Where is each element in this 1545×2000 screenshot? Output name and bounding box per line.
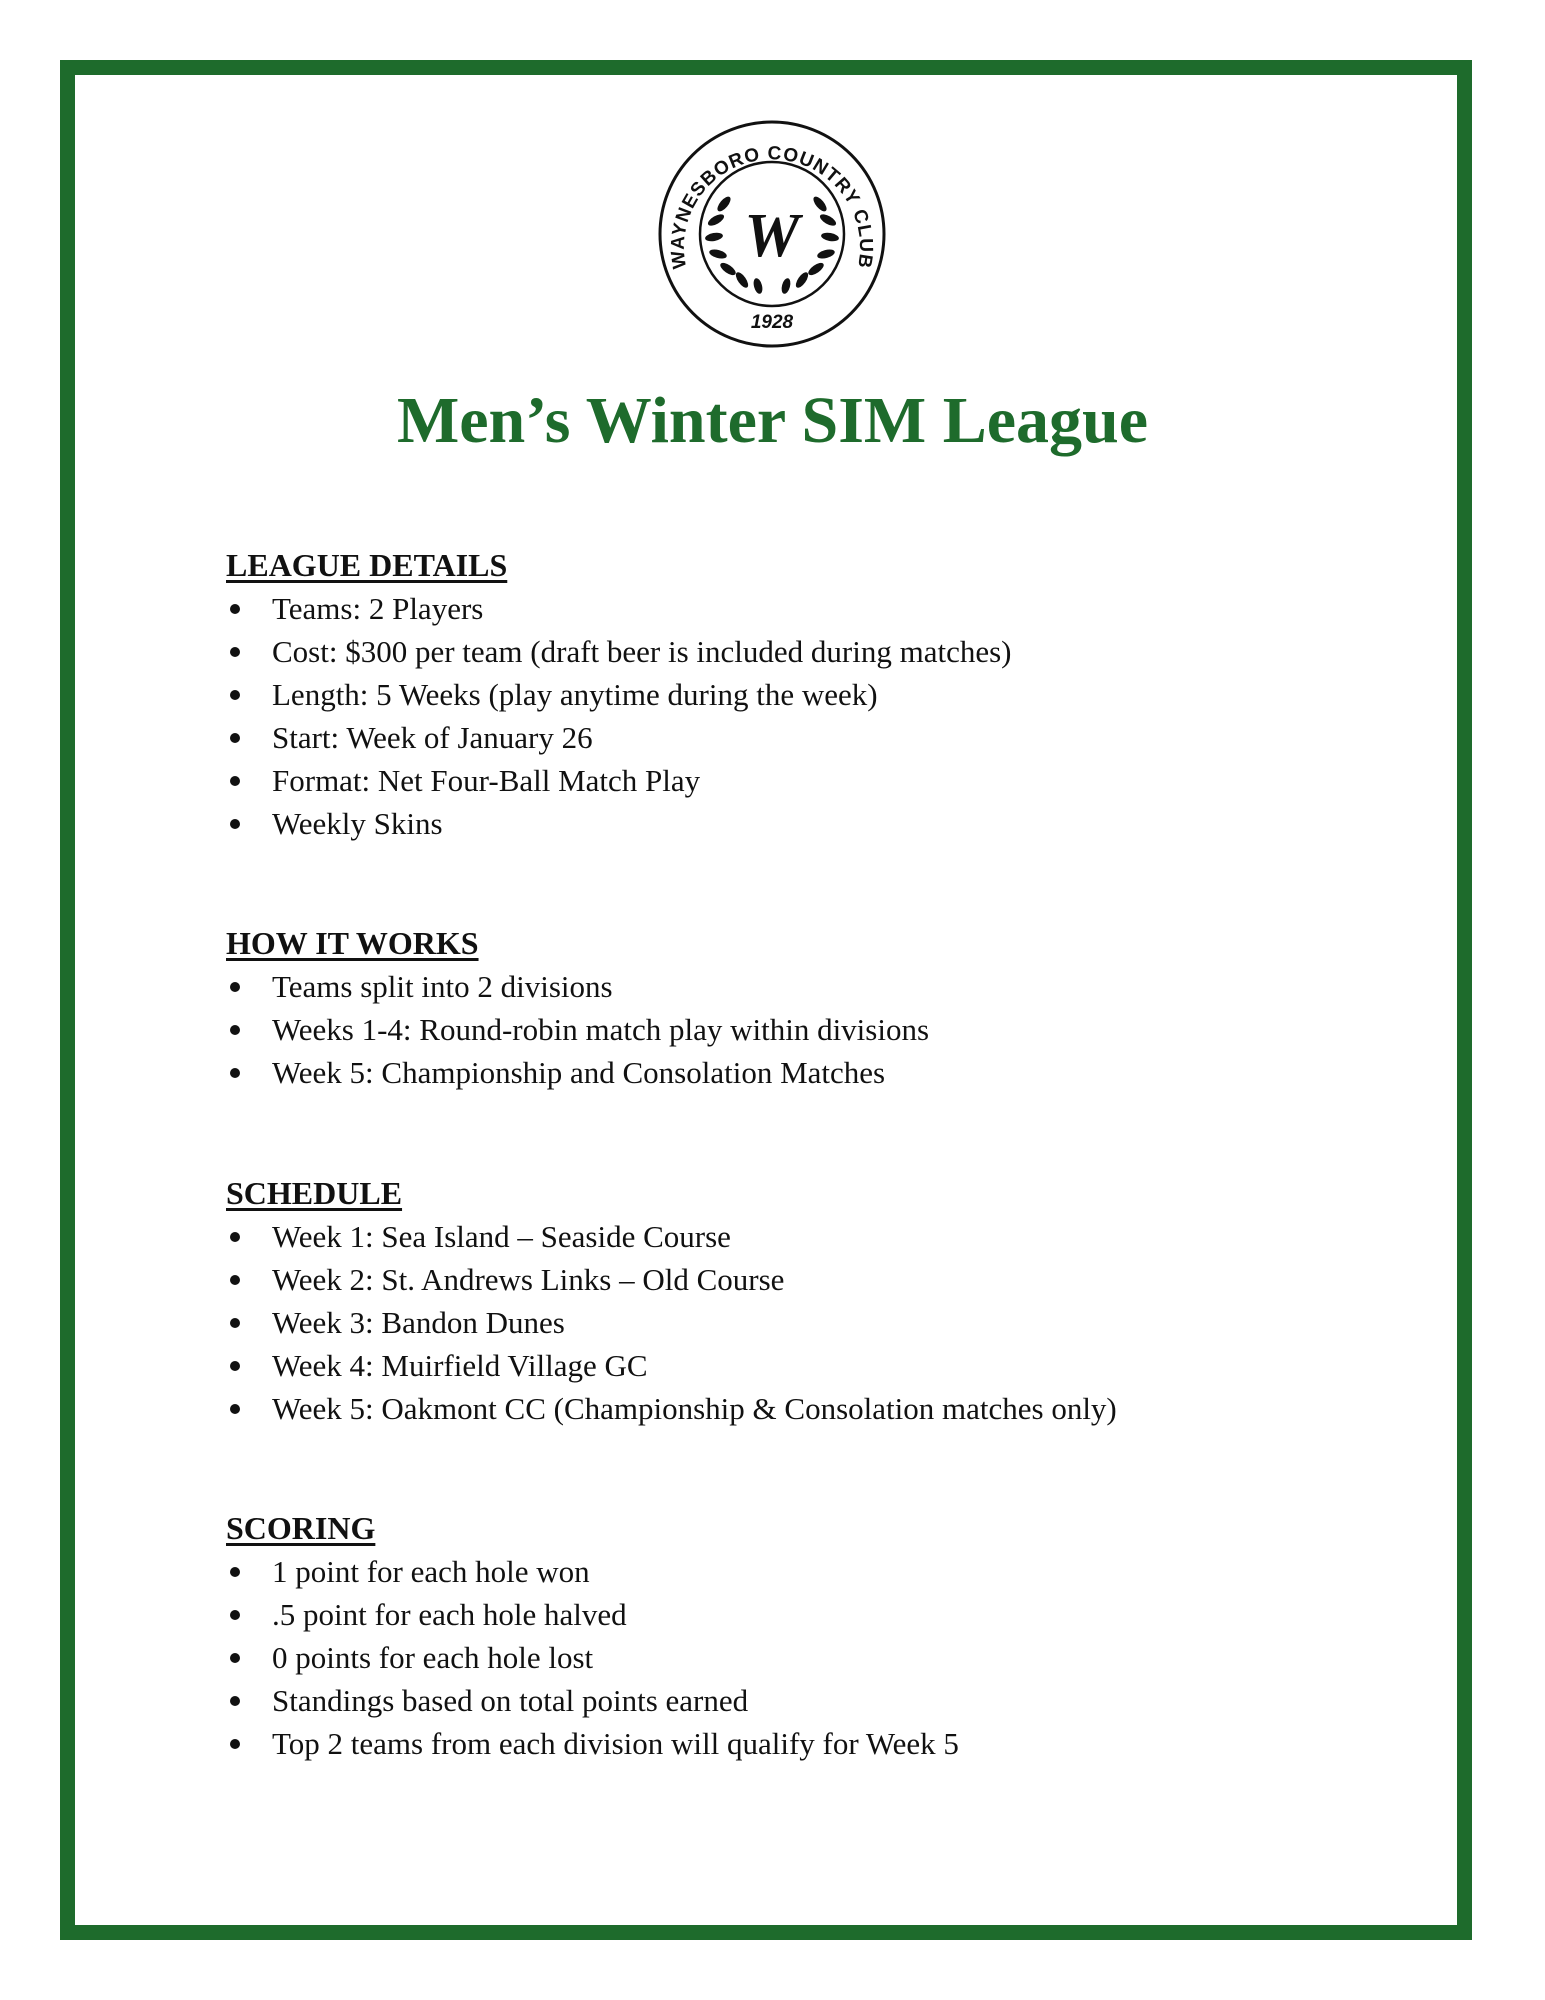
bullet-icon: [230, 776, 240, 786]
list-item: [226, 965, 929, 1008]
list-item: [226, 716, 1011, 759]
list-item-text: Teams split into 2 divisions: [272, 969, 613, 1004]
list-item-text: 0 points for each hole lost: [272, 1640, 594, 1675]
list-item-text: 1 point for each hole won: [272, 1554, 590, 1589]
list-item-text: Weeks 1-4: Round-robin match play within divisions: [272, 1012, 930, 1047]
bullet-icon: [230, 647, 240, 657]
section-heading: LEAGUE DETAILS: [226, 547, 508, 583]
list-item: [226, 802, 1011, 845]
bullet-icon: [230, 1361, 240, 1371]
list-item-text: Week 5: Championship and Consolation Matches: [272, 1055, 886, 1090]
section-heading: SCORING: [226, 1510, 376, 1546]
list-item-text: Start: Week of January 26: [272, 720, 593, 755]
bullet-list: [226, 965, 929, 1094]
list-item: [226, 1636, 959, 1679]
club-logo: [654, 116, 890, 352]
bullet-icon: [230, 1739, 240, 1749]
bullet-icon: [230, 1232, 240, 1242]
bullet-icon: [230, 733, 240, 743]
section-how-it-works: [226, 922, 929, 1094]
list-item: [226, 1593, 959, 1636]
list-item-text: Top 2 teams from each division will qualify for Week 5: [272, 1726, 959, 1761]
list-item-text: Week 5: Oakmont CC (Championship & Consolation matches only): [272, 1391, 1117, 1426]
list-item-text: .5 point for each hole halved: [272, 1597, 627, 1632]
list-item: [226, 1215, 1117, 1258]
list-item: [226, 1722, 959, 1765]
list-item-text: Week 2: St. Andrews Links – Old Course: [272, 1262, 785, 1297]
list-item-text: Format: Net Four-Ball Match Play: [272, 763, 701, 798]
list-item-text: Teams: 2 Players: [272, 591, 484, 626]
list-item-text: Weekly Skins: [272, 806, 443, 841]
bullet-icon: [230, 690, 240, 700]
bullet-list: [226, 1550, 959, 1765]
list-item-text: Week 4: Muirfield Village GC: [272, 1348, 648, 1383]
bullet-icon: [230, 1318, 240, 1328]
bullet-list: [226, 587, 1011, 845]
bullet-icon: [230, 604, 240, 614]
list-item-text: Week 1: Sea Island – Seaside Course: [272, 1219, 731, 1254]
list-item: [226, 1550, 959, 1593]
list-item: [226, 1258, 1117, 1301]
list-item: [226, 1679, 959, 1722]
list-item: [226, 587, 1011, 630]
logo-year: 1928: [750, 312, 794, 333]
section-scoring: [226, 1507, 959, 1765]
list-item: [226, 1301, 1117, 1344]
bullet-icon: [230, 1068, 240, 1078]
section-heading: HOW IT WORKS: [226, 925, 479, 961]
logo-ring-text: WAYNESBORO COUNTRY CLUB: [667, 143, 877, 271]
section-schedule: [226, 1172, 1117, 1430]
list-item-text: Week 3: Bandon Dunes: [272, 1305, 565, 1340]
list-item: [226, 1387, 1117, 1430]
bullet-icon: [230, 982, 240, 992]
bullet-icon: [230, 1696, 240, 1706]
section-league-details: [226, 544, 1011, 845]
bullet-icon: [230, 819, 240, 829]
bullet-icon: [230, 1025, 240, 1035]
bullet-icon: [230, 1610, 240, 1620]
bullet-icon: [230, 1567, 240, 1577]
bullet-icon: [230, 1653, 240, 1663]
list-item: [226, 1051, 929, 1094]
list-item: [226, 759, 1011, 802]
list-item: [226, 1344, 1117, 1387]
section-heading: SCHEDULE: [226, 1175, 403, 1211]
logo-monogram: W: [744, 202, 800, 270]
bullet-icon: [230, 1275, 240, 1285]
list-item-text: Length: 5 Weeks (play anytime during the week): [272, 677, 878, 712]
list-item: [226, 673, 1011, 716]
page-title: Men’s Winter SIM League: [396, 384, 1149, 457]
list-item-text: Standings based on total points earned: [272, 1683, 749, 1718]
list-item-text: Cost: $300 per team (draft beer is included during matches): [272, 634, 1012, 669]
bullet-list: [226, 1215, 1117, 1430]
list-item: [226, 630, 1011, 673]
bullet-icon: [230, 1404, 240, 1414]
list-item: [226, 1008, 929, 1051]
